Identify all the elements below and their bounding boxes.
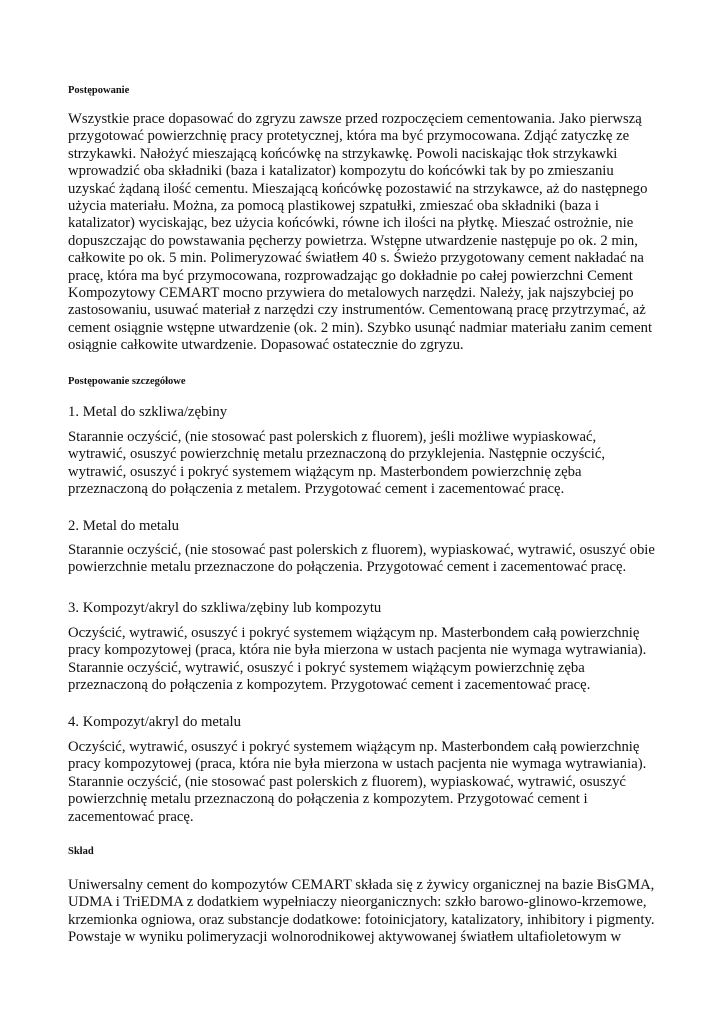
section-heading-procedure: Postępowanie [68,85,130,96]
section-heading-detailed-procedure: Postępowanie szczegółowe [68,376,186,387]
subheading-metal-to-metal: 2. Metal do metalu [68,518,179,534]
paragraph-composite-to-enamel: Oczyścić, wytrawić, osuszyć i pokryć systemem wiążącym np. Masterbondem całą powierzchnię pracy kompozytowej (praca, która nie była mierzona w ustach pacjenta nie wymaga wytrawiania). Starannie oczyścić, wytrawić, osuszyć i pokryć systemem wiążącym powierzchnię zęba przeznaczoną do połączenia z kompozytem. Przygotować cement i zacementować pracę. [68,625,647,694]
paragraph-procedure: Wszystkie prace dopasować do zgryzu zawsze przed rozpoczęciem cementowania. Jako pierwszą przygotować powierzchnię pracy protetycznej, która ma być przymocowana. Zdjąć zatyczkę ze strzykawki. Nałożyć mieszającą końcówkę na strzykawkę. Powoli naciskając tłok strzykawki wprowadzić oba składniki (baza i katalizator) kompozytu do końcówki tak by po zmieszaniu uzyskać żądaną ilość cementu. Mieszającą końcówkę pozostawić na strzykawce, aż do następnego użycia materiału. Można, za pomocą plastikowej szpatułki, zmieszać oba składniki (baza i katalizator) wyciskając, bez użycia końcówki, równe ich ilości na płytkę. Mieszać ostrożnie, nie dopuszczając do powstawania pęcherzy powietrza. Wstępne utwardzenie następuje po ok. 2 min, całkowite po ok. 5 min. Polimeryzować światłem 40 s. Świeżo przygotowany cement nakładać na pracę, która ma być przymocowana, rozprowadzając go dokładnie po całej powierzchni Cement Kompozytowy CEMART mocno przywiera do metalowych narzędzi. Należy, jak najszybciej po zastosowaniu, usuwać materiał z narzędzi czy instrumentów. Cementowaną pracę przytrzymać, aż cement osiągnie wstępne utwardzenie (ok. 2 min). Szybko usunąć nadmiar materiału zanim cement osiągnie całkowite utwardzenie. Dopasować ostatecznie do zgryzu. [68,111,653,354]
paragraph-metal-to-metal: Starannie oczyścić, (nie stosować past polerskich z fluorem), wypiaskować, wytrawić, osuszyć obie powierzchnie metalu przeznaczone do połączenia. Przygotować cement i zacementować pracę. [68,542,655,576]
paragraph-metal-to-enamel: Starannie oczyścić, (nie stosować past polerskich z fluorem), jeśli możliwe wypiaskować, wytrawić, osuszyć powierzchnię metalu przeznaczoną do przyklejenia. Następnie oczyścić, wytrawić, osuszyć i pokryć systemem wiążącym np. Masterbondem powierzchnię zęba przeznaczoną do połączenia z metalem. Przygotować cement i zacementować pracę. [68,429,606,498]
paragraph-composition: Uniwersalny cement do kompozytów CEMART składa się z żywicy organicznej na bazie BisGMA, UDMA i TriEDMA z dodatkiem wypełniaczy nieorganicznych: szkło barowo-glinowo-krzemowe, krzemionka ogniowa, oraz substancje dodatkowe: fotoinicjatory, katalizatory, inhibitory i pigmenty. Powstaje w wyniku polimeryzacji wolnorodnikowej aktywowanej światłem ultafioletowym w [68,877,655,946]
section-heading-composition: Skład [68,846,94,857]
subheading-composite-to-enamel: 3. Kompozyt/akryl do szkliwa/zębiny lub kompozytu [68,600,382,616]
subheading-composite-to-metal: 4. Kompozyt/akryl do metalu [68,714,241,730]
subheading-metal-to-enamel: 1. Metal do szkliwa/zębiny [68,404,228,420]
paragraph-composite-to-metal: Oczyścić, wytrawić, osuszyć i pokryć systemem wiążącym np. Masterbondem całą powierzchnię pracy kompozytowej (praca, która nie była mierzona w ustach pacjenta nie wymaga wytrawiania). Starannie oczyścić, (nie stosować past polerskich z fluorem), wypiaskować, wytrawić, osuszyć powierzchnię metalu przeznaczoną do połączenia z kompozytem. Przygotować cement i zacementować pracę. [68,739,647,825]
